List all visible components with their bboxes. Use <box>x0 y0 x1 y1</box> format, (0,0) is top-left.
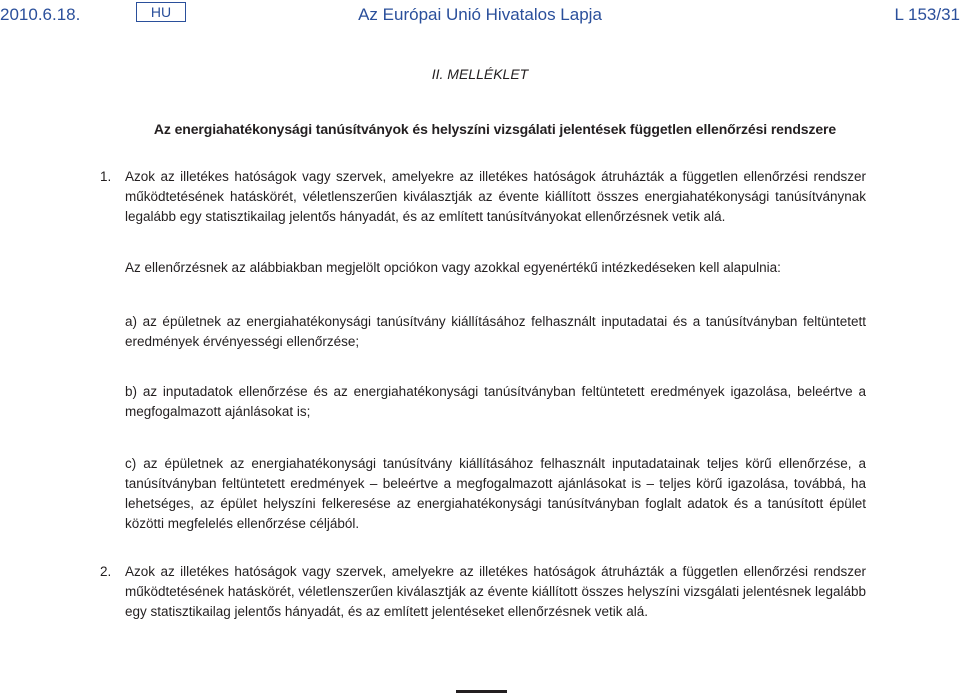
footer-rule <box>456 690 507 693</box>
annex-label: II. MELLÉKLET <box>431 66 529 82</box>
point-number: 2. <box>100 564 112 579</box>
point-number: 1. <box>100 169 112 184</box>
option-c-paragraph: c) az épületnek az energiahatékonysági tanúsítvány kiállításához felhasznált inputadatainak teljes körű ellenőrzése, a tanúsítványban feltüntetett eredmények – beleértve a megfogalmazott ajánlásokat is – teljes körű igazolása, továbbá, ha lehetséges, az épület helyszíni felkeresése az energiahatékonysági tanúsítványban foglalt adatok és a tanúsított épület közötti megfelelés ellenőrzése céljából. <box>125 456 866 531</box>
journal-title: Az Európai Unió Hivatalos Lapja <box>358 5 602 24</box>
annex-title: Az energiahatékonysági tanúsítványok és helyszíni vizsgálati jelentések független ellenőrzési rendszere <box>153 121 837 137</box>
publication-date: 2010.6.18. <box>0 5 81 24</box>
page-header <box>0 0 960 30</box>
intro-paragraph: Az ellenőrzésnek az alábbiakban megjelölt opciókon vagy azokkal egyenértékű intézkedéseken kell alapulnia: <box>125 260 781 275</box>
option-a-paragraph: a) az épületnek az energiahatékonysági tanúsítvány kiállításához felhasznált inputadatai és a tanúsítványban feltüntetett eredmények érvényességi ellenőrzése; <box>125 314 866 349</box>
point-paragraph: Azok az illetékes hatóságok vagy szervek, amelyekre az illetékes hatóságok átruházták a független ellenőrzési rendszer működtetésének hatáskörét, véletlenszerűen kiválasztják az évente kiállított összes energiahatékonysági tanúsítványnak legalább egy statisztikailag jelentős hányadát, és az említett tanúsítványokat ellenőrzésnek vetik alá. <box>125 169 866 224</box>
point-paragraph: Azok az illetékes hatóságok vagy szervek, amelyekre az illetékes hatóságok átruházták a független ellenőrzési rendszer működtetésének hatáskörét, véletlenszerűen kiválasztják az évente kiállított összes helyszíni vizsgálati jelentésnek legalább egy statisztikailag jelentős hányadát, és az említett jelentéseket ellenőrzésnek vetik alá. <box>125 564 866 619</box>
language-badge: HU <box>136 2 186 22</box>
option-b-paragraph: b) az inputadatok ellenőrzése és az energiahatékonysági tanúsítványban feltüntetett eredmények igazolása, beleértve a megfogalmazott ajánlásokat is; <box>125 384 866 419</box>
page-number: L 153/31 <box>894 5 960 24</box>
